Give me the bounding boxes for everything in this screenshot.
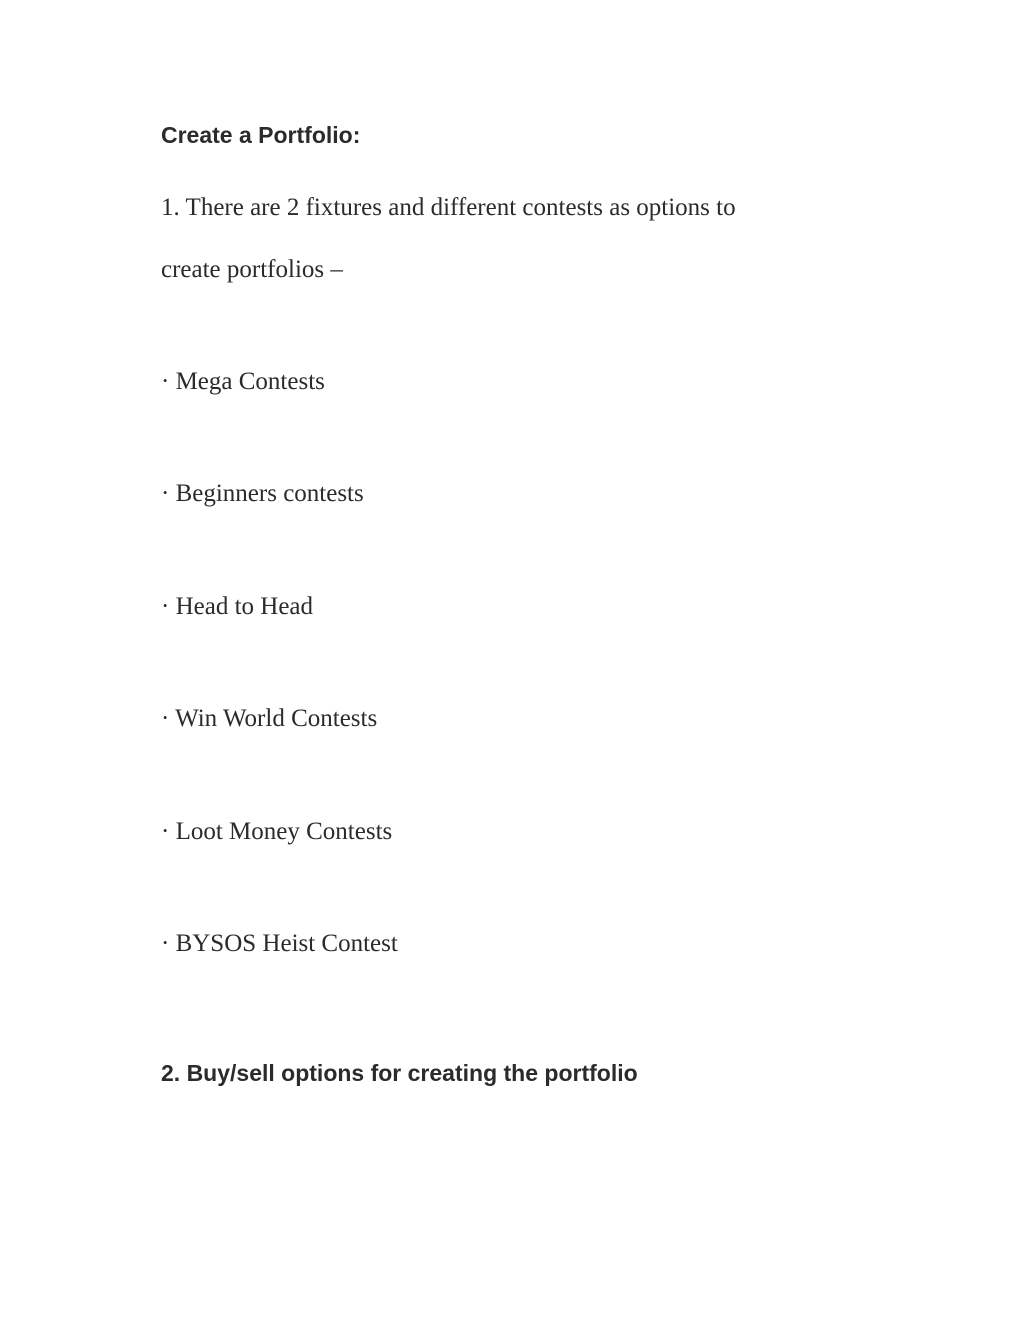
intro-line-2: create portfolios – (161, 256, 343, 283)
contest-item-win-world: · Win World Contests (161, 705, 378, 732)
contest-item-mega: · Mega Contests (161, 368, 325, 395)
section-title: Create a Portfolio: (161, 122, 361, 148)
contest-item-beginners: · Beginners contests (161, 480, 364, 507)
contest-item-loot-money: · Loot Money Contests (161, 818, 393, 845)
contest-item-head-to-head: · Head to Head (161, 593, 314, 620)
intro-line-1: 1. There are 2 fixtures and different contests as options to (161, 194, 736, 221)
contest-item-bysos-heist: · BYSOS Heist Contest (161, 930, 398, 957)
step-2-heading: 2. Buy/sell options for creating the portfolio (161, 1060, 638, 1086)
